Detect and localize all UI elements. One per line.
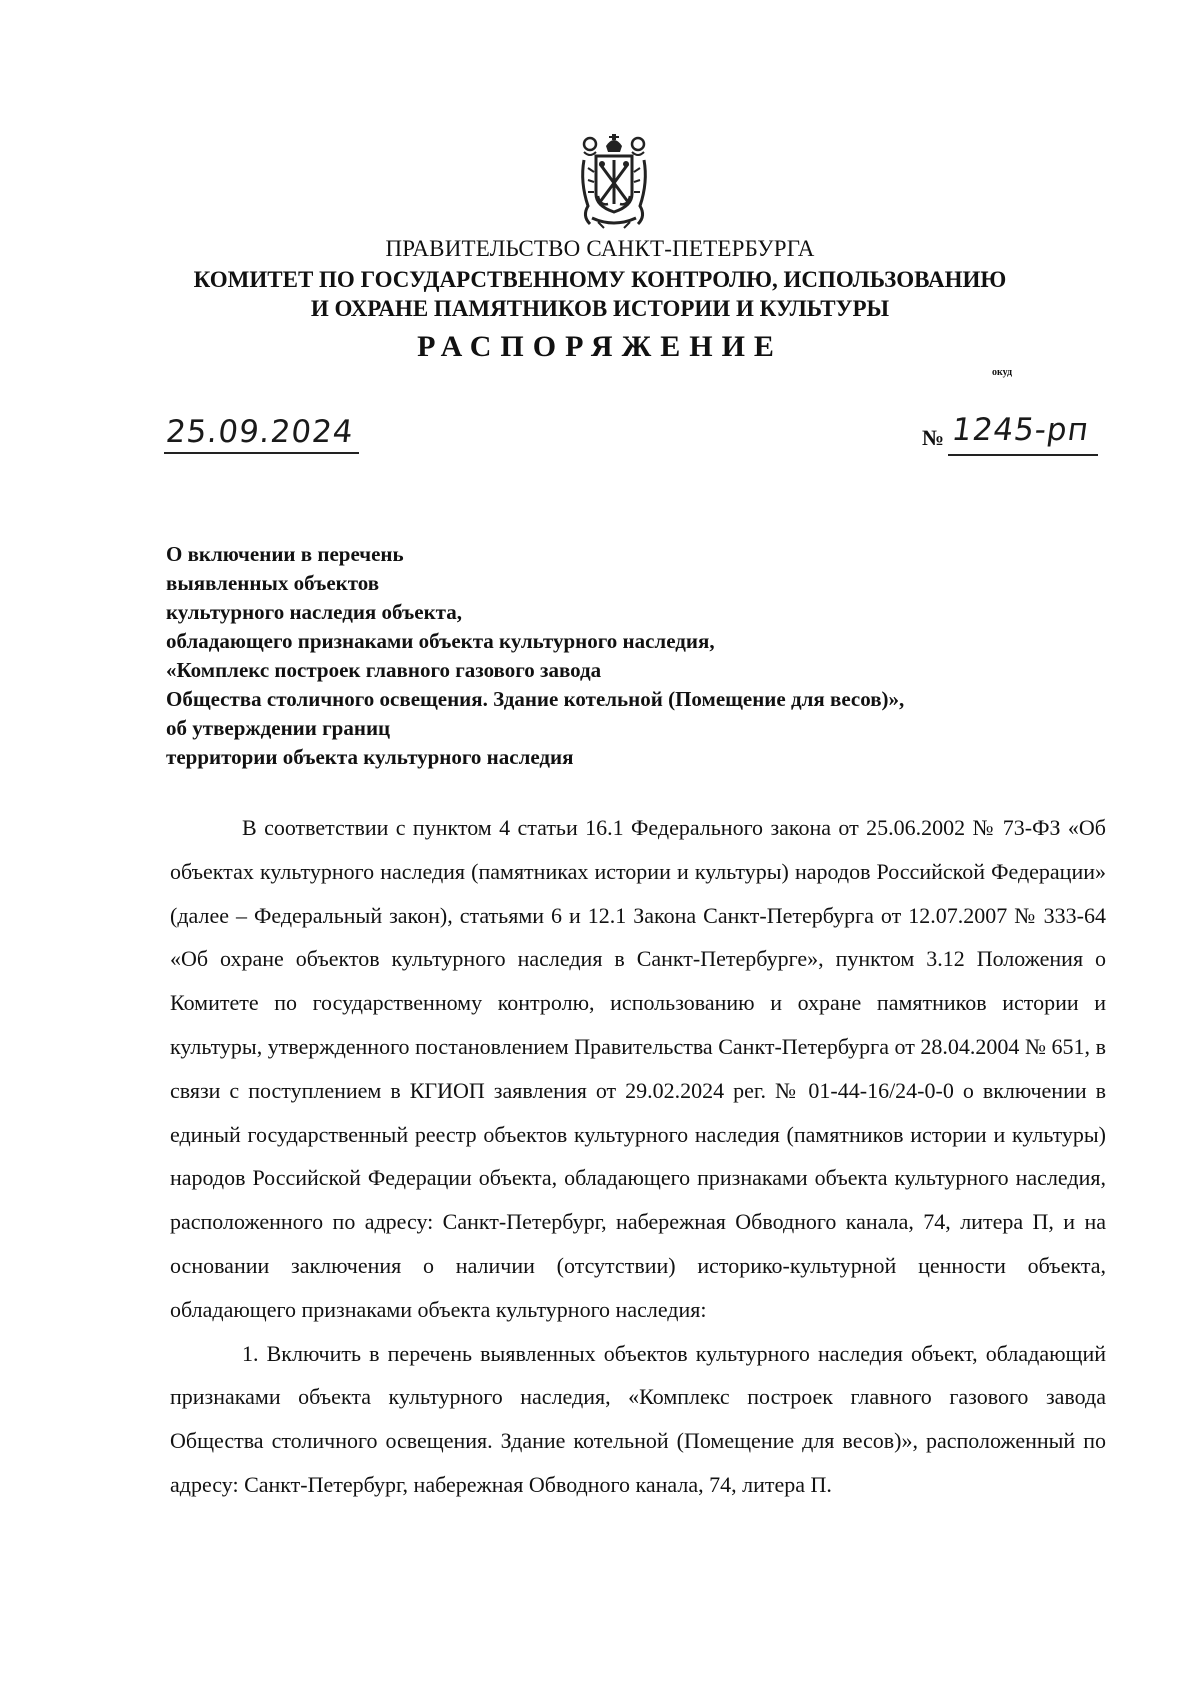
government-name: ПРАВИТЕЛЬСТВО САНКТ-ПЕТЕРБУРГА (385, 236, 815, 261)
committee-name-line1: КОМИТЕТ ПО ГОСУДАРСТВЕННОМУ КОНТРОЛЮ, ИСПОЛЬЗОВАНИЮ (193, 267, 1007, 292)
committee-name (0, 265, 1200, 323)
subject-line: О включении в перечень (166, 542, 404, 566)
subject-line: обладающего признаками объекта культурного наследия, (166, 629, 715, 653)
handwritten-number: 1245-рп (949, 412, 1092, 448)
subject-line: об утверждении границ (166, 716, 391, 740)
handwritten-date: 25.09.2024 (164, 414, 356, 450)
committee-name-line2: И ОХРАНЕ ПАМЯТНИКОВ ИСТОРИИ И КУЛЬТУРЫ (310, 296, 890, 321)
document-body (170, 806, 1106, 1507)
okud-label: окуд (992, 367, 1013, 378)
subject-line: выявленных объектов (166, 571, 380, 595)
item-1-paragraph: 1. Включить в перечень выявленных объектов культурного наследия объект, обладающий признаками объекта культурного наследия, «Комплекс построек главного газового завода Общества столичного освещения. Здание котельной (Помещение для весов)», расположенный по адресу: Санкт-Петербург, набережная Обводного канала, 74, литера П. (170, 1340, 1106, 1497)
preamble-paragraph: В соответствии с пунктом 4 статьи 16.1 Федерального закона от 25.06.2002 № 73-ФЗ «Об объектах культурного наследия (памятниках истории и культуры) народов Российской Федерации» (далее – Федеральный закон), статьями 6 и 12.1 Закона Санкт-Петербурга от 12.07.2007 № 333-64 «Об охране объектов культурного наследия в Санкт-Петербурге», пунктом 3.12 Положения о Комитете по государственному контролю, использованию и охране памятников истории и культуры, утвержденного постановлением Правительства Санкт-Петербурга от 28.04.2004 № 651, в связи с поступлением в КГИОП заявления от 29.02.2024 рег. № 01-44-16/24-0-0 о включении в единый государственный реестр объектов культурного наследия (памятников истории и культуры) народов Российской Федерации объекта, обладающего признаками объекта культурного наследия, расположенного по адресу: Санкт-Петербург, набережная Обводного канала, 74, литера П, и на основании заключения о наличии (отсутствии) историко-культурной ценности объекта, обладающего признаками объекта культурного наследия: (170, 815, 1106, 1322)
number-label: № (922, 425, 945, 450)
number-underline (948, 454, 1098, 456)
subject-line: Общества столичного освещения. Здание котельной (Помещение для весов)», (166, 687, 905, 711)
document-type-title: РАСПОРЯЖЕНИЕ (417, 330, 783, 363)
st-petersburg-coat-of-arms-icon (578, 132, 650, 230)
document-subject (166, 540, 1066, 772)
subject-line: культурного наследия объекта, (166, 600, 462, 624)
date-underline (164, 452, 359, 454)
subject-line: «Комплекс построек главного газового завода (166, 658, 602, 682)
subject-line: территории объекта культурного наследия (166, 745, 574, 769)
